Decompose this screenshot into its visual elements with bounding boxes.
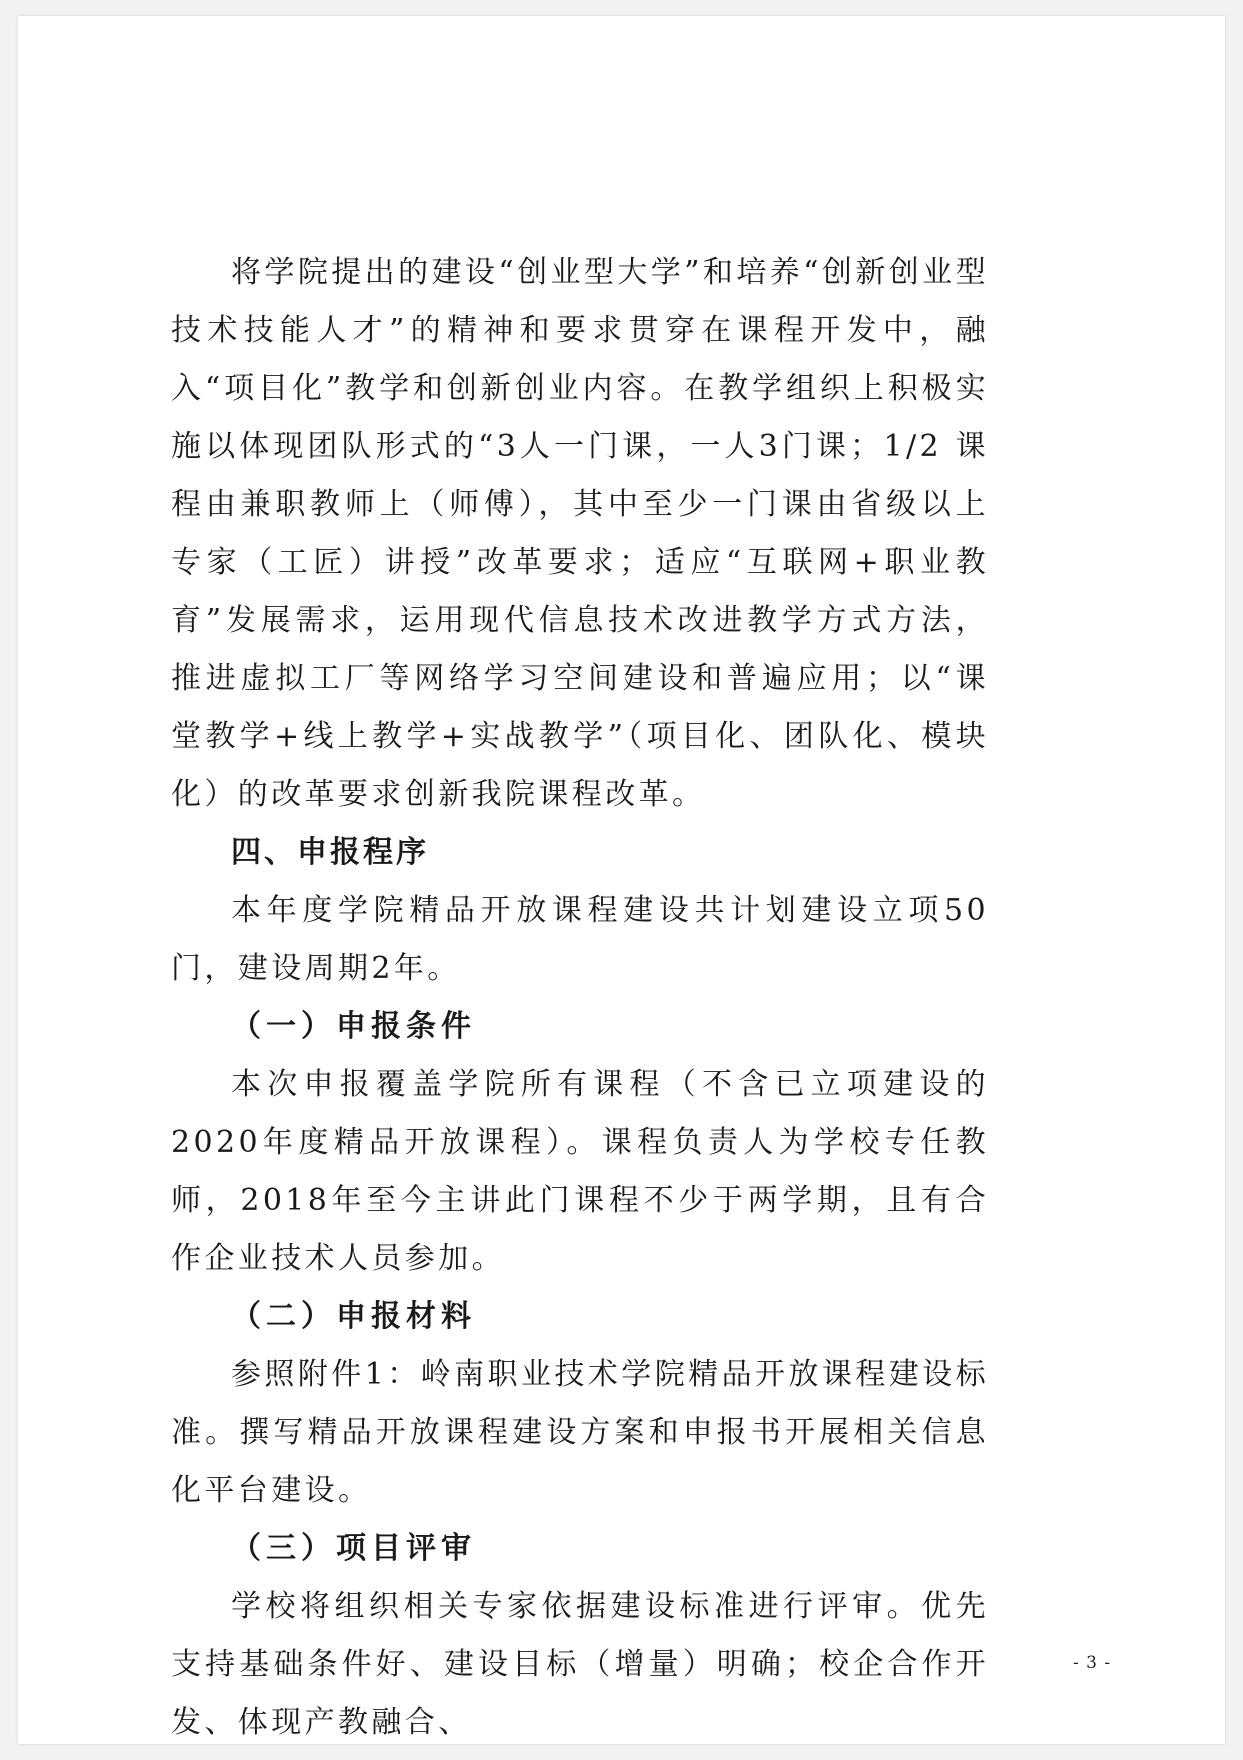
body-paragraph: 将学院提出的建设“创业型大学”和培养“创新创业型技术技能人才”的精神和要求贯穿在课程开发中，融入“项目化”教学和创新创业内容。在教学组织上积极实施以体现团队形式的“3人一门课，一人3门课；1/2 课程由兼职教师上（师傅），其中至少一门课由省级以上专家（工匠）讲授”改革要求；适应“互联网+职业教育”发展需求，运用现代信息技术改进教学方式方法，推进虚拟工厂等网络学习空间建设和普遍应用；以“课堂教学+线上教学+实战教学”（项目化、团队化、模块化）的改革要求创新我院课程改革。 — [171, 255, 989, 812]
body-paragraph: 参照附件1：岭南职业技术学院精品开放课程建设标准。撰写精品开放课程建设方案和申报书开展相关信息化平台建设。 — [171, 1357, 989, 1508]
body-paragraph: 学校将组织相关专家依据建设标准进行评审。优先支持基础条件好、建设目标（增量）明确；校企合作开发、体现产教融合、 — [171, 1589, 989, 1740]
subsection-heading: （一）申报条件 — [231, 1009, 476, 1044]
document-page — [18, 16, 1225, 1744]
body-paragraph: 本次申报覆盖学院所有课程（不含已立项建设的2020年度精品开放课程）。课程负责人为学校专任教师，2018年至今主讲此门课程不少于两学期，且有合作企业技术人员参加。 — [171, 1067, 989, 1276]
body-paragraph: 本年度学院精品开放课程建设共计划建设立项50门，建设周期2年。 — [171, 893, 989, 986]
subsection-heading: （二）申报材料 — [231, 1299, 476, 1334]
document-body — [171, 244, 989, 1752]
section-heading: 四、申报程序 — [231, 835, 429, 870]
subsection-heading: （三）项目评审 — [231, 1531, 476, 1566]
page-number: - 3 - — [1073, 1653, 1112, 1673]
